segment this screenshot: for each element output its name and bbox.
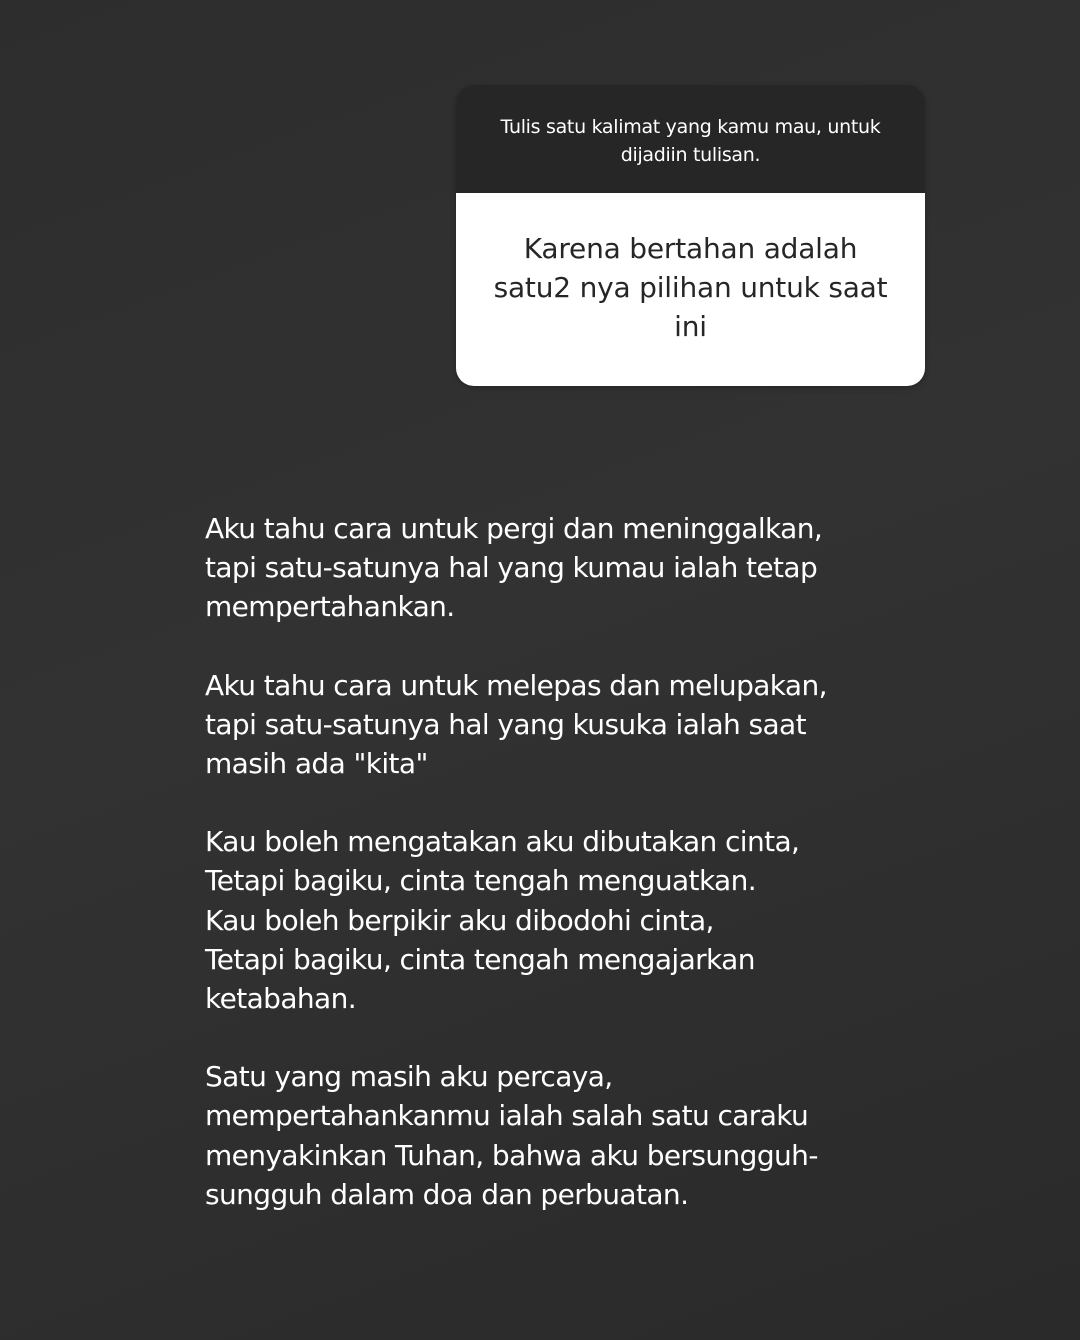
question-sticker[interactable]: [456, 85, 925, 386]
poem-stanza-3: Kau boleh mengatakan aku dibutakan cinta, Tetapi bagiku, cinta tengah menguatkan. Kau boleh berpikir aku dibodohi cinta, Tetapi bagiku, cinta tengah mengajarkan ketabahan.: [205, 825, 800, 1016]
poem-text: [205, 509, 845, 1214]
question-prompt: Tulis satu kalimat yang kamu mau, untuk dijadiin tulisan.: [456, 85, 925, 193]
poem-stanza-2: Aku tahu cara untuk melepas dan melupakan, tapi satu-satunya hal yang kusuka ialah saat masih ada "kita": [205, 668, 827, 781]
poem-stanza-4: Satu yang masih aku percaya, mempertahankanmu ialah salah satu caraku menyakinkan Tuhan, bahwa aku bersungguh-sungguh dalam doa dan perbuatan.: [205, 1060, 818, 1211]
poem-stanza-1: Aku tahu cara untuk pergi dan meninggalkan, tapi satu-satunya hal yang kumau ialah tetap mempertahankan.: [205, 512, 823, 624]
question-answer: Karena bertahan adalah satu2 nya pilihan untuk saat ini: [456, 193, 925, 386]
